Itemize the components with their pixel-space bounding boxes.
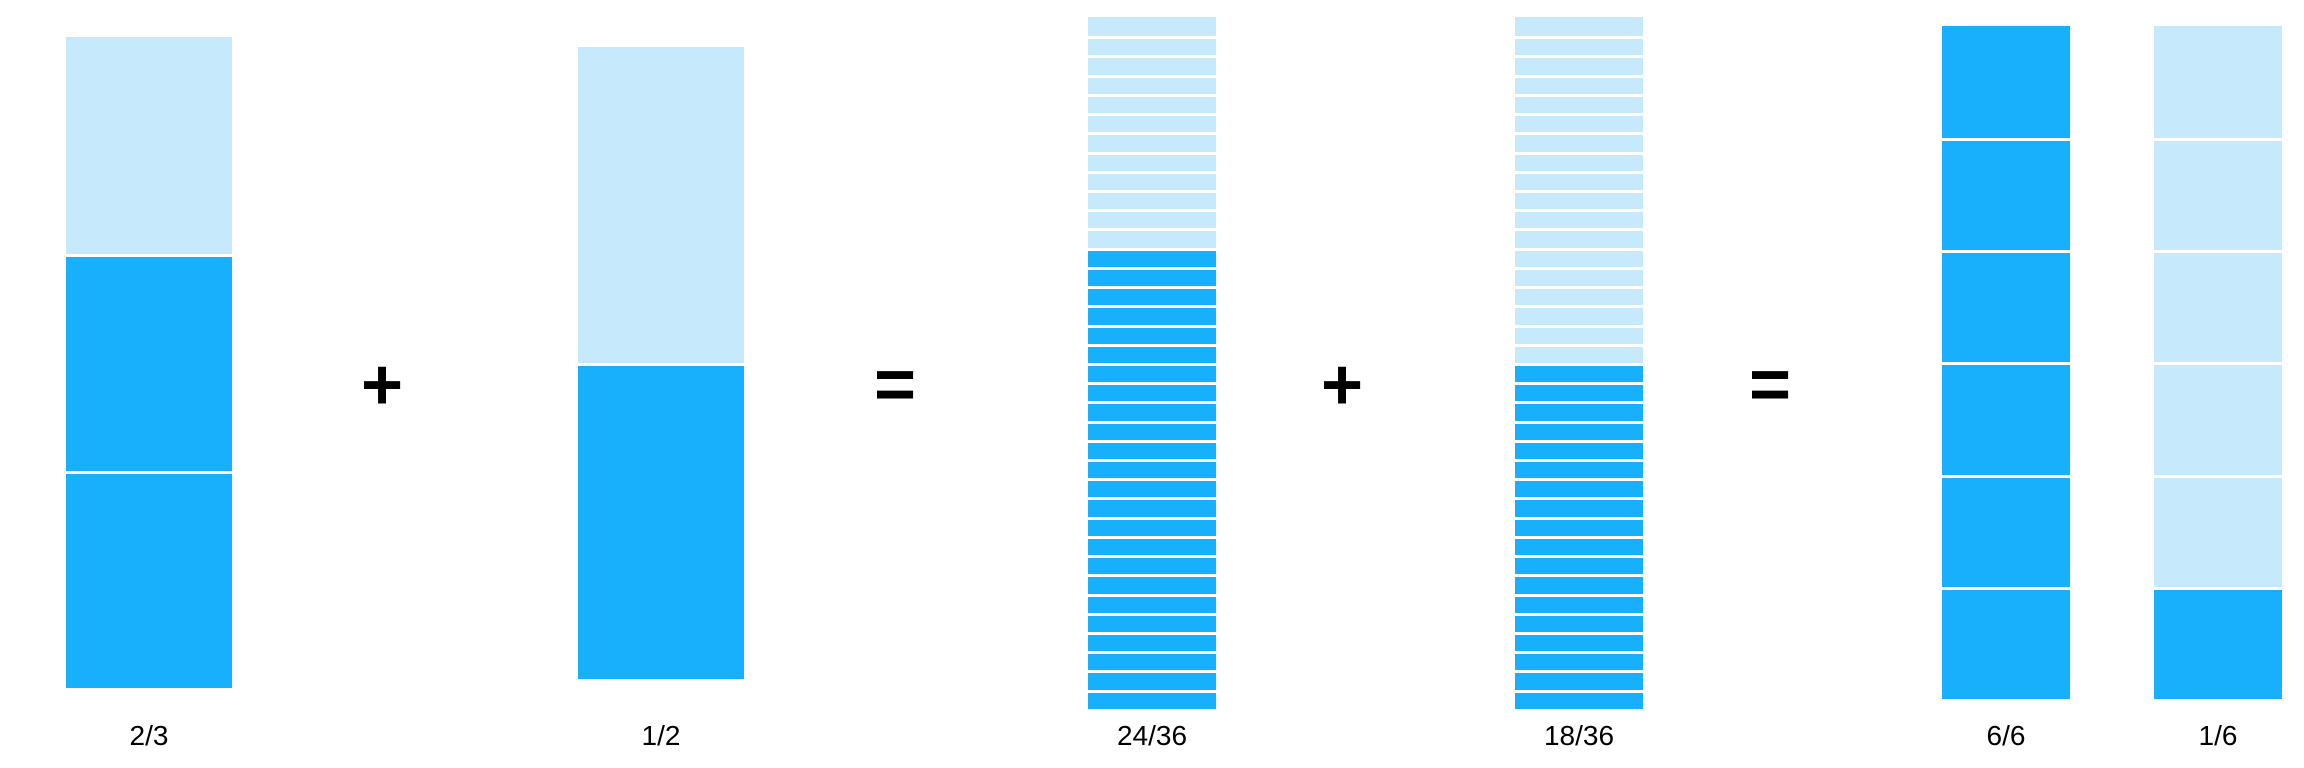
filled-part xyxy=(1088,594,1216,613)
filled-part xyxy=(1515,594,1643,613)
filled-part xyxy=(1515,555,1643,574)
filled-part xyxy=(1515,651,1643,670)
filled-part xyxy=(1088,536,1216,555)
filled-part xyxy=(1515,401,1643,420)
filled-part xyxy=(1088,690,1216,709)
fraction-bar-24-36 xyxy=(1088,17,1216,709)
filled-part xyxy=(1088,286,1216,305)
filled-part xyxy=(1942,250,2070,362)
fraction-bar-6-6 xyxy=(1942,26,2070,699)
filled-part xyxy=(1942,587,2070,699)
fraction-bar-1-2 xyxy=(578,47,744,679)
empty-part xyxy=(1515,17,1643,36)
empty-part xyxy=(1515,305,1643,324)
empty-part xyxy=(1515,267,1643,286)
filled-part xyxy=(1942,362,2070,474)
filled-part xyxy=(1515,421,1643,440)
empty-part xyxy=(1088,190,1216,209)
empty-part xyxy=(1515,190,1643,209)
equals-operator: = xyxy=(1748,345,1792,425)
filled-part xyxy=(1088,344,1216,363)
filled-part xyxy=(1515,517,1643,536)
empty-part xyxy=(578,47,744,363)
filled-part xyxy=(1088,555,1216,574)
filled-part xyxy=(1515,478,1643,497)
empty-part xyxy=(2154,362,2282,474)
filled-part xyxy=(1515,574,1643,593)
filled-part xyxy=(1088,401,1216,420)
fraction-label: 2/3 xyxy=(129,720,169,751)
empty-part xyxy=(1515,132,1643,151)
fraction-label: 6/6 xyxy=(1986,720,2026,751)
filled-part xyxy=(1515,536,1643,555)
filled-part xyxy=(578,363,744,679)
filled-part xyxy=(1088,325,1216,344)
empty-part xyxy=(1088,75,1216,94)
filled-part xyxy=(1088,632,1216,651)
filled-part xyxy=(1088,459,1216,478)
fraction-label: 1/2 xyxy=(641,720,681,751)
equals-operator: = xyxy=(873,345,917,425)
empty-part xyxy=(1088,94,1216,113)
filled-part xyxy=(2154,587,2282,699)
filled-part xyxy=(1088,267,1216,286)
filled-part xyxy=(1088,497,1216,516)
empty-part xyxy=(1515,152,1643,171)
filled-part xyxy=(1088,651,1216,670)
empty-part xyxy=(1515,344,1643,363)
filled-part xyxy=(1088,421,1216,440)
empty-part xyxy=(1088,17,1216,36)
empty-part xyxy=(1515,36,1643,55)
fraction-label: 24/36 xyxy=(1116,720,1188,751)
empty-part xyxy=(2154,138,2282,250)
fraction-bar-2-3 xyxy=(66,37,232,688)
empty-part xyxy=(1088,55,1216,74)
empty-part xyxy=(1088,228,1216,247)
filled-part xyxy=(1088,613,1216,632)
filled-part xyxy=(1515,459,1643,478)
fraction-label: 18/36 xyxy=(1543,720,1615,751)
empty-part xyxy=(2154,475,2282,587)
empty-part xyxy=(1088,132,1216,151)
filled-part xyxy=(1088,478,1216,497)
filled-part xyxy=(1088,670,1216,689)
filled-part xyxy=(66,471,232,688)
fraction-label: 1/6 xyxy=(2198,720,2238,751)
filled-part xyxy=(1515,690,1643,709)
empty-part xyxy=(2154,250,2282,362)
filled-part xyxy=(1515,363,1643,382)
filled-part xyxy=(1942,26,2070,138)
filled-part xyxy=(1088,382,1216,401)
empty-part xyxy=(1515,209,1643,228)
filled-part xyxy=(1088,574,1216,593)
filled-part xyxy=(1088,517,1216,536)
empty-part xyxy=(1515,325,1643,344)
filled-part xyxy=(1515,440,1643,459)
empty-part xyxy=(1515,228,1643,247)
filled-part xyxy=(1515,670,1643,689)
filled-part xyxy=(1088,305,1216,324)
filled-part xyxy=(1088,248,1216,267)
empty-part xyxy=(1515,286,1643,305)
filled-part xyxy=(1515,497,1643,516)
filled-part xyxy=(1088,440,1216,459)
empty-part xyxy=(1515,113,1643,132)
plus-operator: + xyxy=(360,345,404,425)
filled-part xyxy=(1088,363,1216,382)
fraction-bar-18-36 xyxy=(1515,17,1643,709)
empty-part xyxy=(1088,171,1216,190)
empty-part xyxy=(1515,94,1643,113)
empty-part xyxy=(1088,209,1216,228)
fraction-bar-1-6 xyxy=(2154,26,2282,699)
empty-part xyxy=(2154,26,2282,138)
filled-part xyxy=(1515,632,1643,651)
empty-part xyxy=(1515,248,1643,267)
filled-part xyxy=(1942,475,2070,587)
empty-part xyxy=(1088,36,1216,55)
empty-part xyxy=(1515,75,1643,94)
empty-part xyxy=(1088,113,1216,132)
empty-part xyxy=(1515,171,1643,190)
filled-part xyxy=(66,254,232,471)
empty-part xyxy=(1515,55,1643,74)
empty-part xyxy=(66,37,232,254)
plus-operator: + xyxy=(1320,345,1364,425)
empty-part xyxy=(1088,152,1216,171)
filled-part xyxy=(1515,382,1643,401)
filled-part xyxy=(1515,613,1643,632)
filled-part xyxy=(1942,138,2070,250)
